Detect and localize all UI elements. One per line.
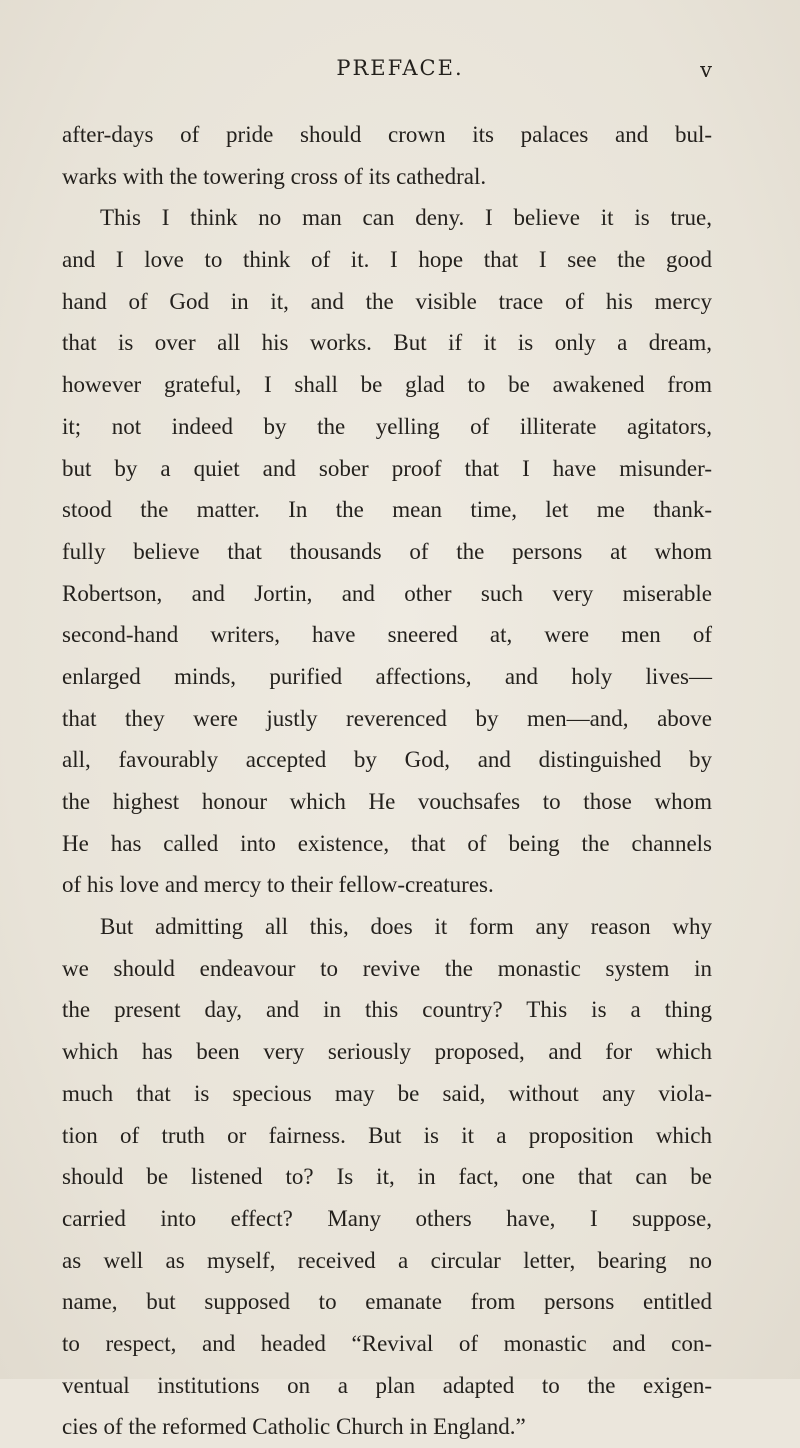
text-line: stood the matter. In the mean time, let me thank- <box>62 497 712 523</box>
text-line: tion of truth or fairness. But is it a proposition which <box>62 1122 712 1148</box>
text-line: cies of the reformed Catholic Church in England.” <box>62 1414 526 1440</box>
text-line: the highest honour which He vouchsafes to those whom <box>62 789 712 814</box>
text-line: which has been very seriously proposed, and for which <box>62 1039 712 1065</box>
text-line: however grateful, I shall be glad to be awakened from <box>62 372 712 398</box>
text-line: much that is specious may be said, without any viola- <box>62 1080 712 1106</box>
text-line: fully believe that thousands of the persons at whom <box>62 538 712 564</box>
text-line: of his love and mercy to their fellow-creatures. <box>62 872 494 898</box>
text-line: we should endeavour to revive the monastic system in <box>62 955 712 981</box>
text-line: after-days of pride should crown its palaces and bul- <box>62 122 712 147</box>
text-line: carried into effect? Many others have, I suppose, <box>62 1205 712 1231</box>
text-line: warks with the towering cross of its cathedral. <box>62 163 487 189</box>
text-line: that they were justly reverenced by men—and, above <box>62 705 712 731</box>
text-line: But admitting all this, does it form any reason why <box>100 914 712 940</box>
text-line: and I love to think of it. I hope that I see the good <box>62 247 712 273</box>
text-line: it; not indeed by the yelling of illiterate agitators, <box>62 413 712 439</box>
text-line: should be listened to? Is it, in fact, one that can be <box>62 1164 712 1190</box>
text-line: enlarged minds, purified affections, and holy lives— <box>62 663 712 689</box>
text-line: but by a quiet and sober proof that I have misunder- <box>62 455 712 481</box>
text-line: name, but supposed to emanate from persons entitled <box>62 1289 712 1315</box>
text-line: that is over all his works. But if it is only a dream, <box>62 330 712 356</box>
text-line: the present day, and in this country? This is a thing <box>62 997 712 1023</box>
page-number: v <box>700 58 712 82</box>
text-line: ventual institutions on a plan adapted to the exigen- <box>62 1372 712 1398</box>
page-header <box>0 56 800 90</box>
text-line: second-hand writers, have sneered at, were men of <box>62 622 712 648</box>
text-line: as well as myself, received a circular letter, bearing no <box>62 1247 712 1273</box>
text-line: This I think no man can deny. I believe it is true, <box>100 205 712 231</box>
text-line: Robertson, and Jortin, and other such very miserable <box>62 580 712 606</box>
running-head: PREFACE. <box>336 56 464 80</box>
text-line: to respect, and headed “Revival of monastic and con- <box>62 1330 712 1356</box>
text-line: hand of God in it, and the visible trace of his mercy <box>62 288 712 314</box>
text-line: He has called into existence, that of being the channels <box>62 830 712 856</box>
text-line: all, favourably accepted by God, and distinguished by <box>62 747 712 773</box>
body-text <box>62 114 712 1448</box>
